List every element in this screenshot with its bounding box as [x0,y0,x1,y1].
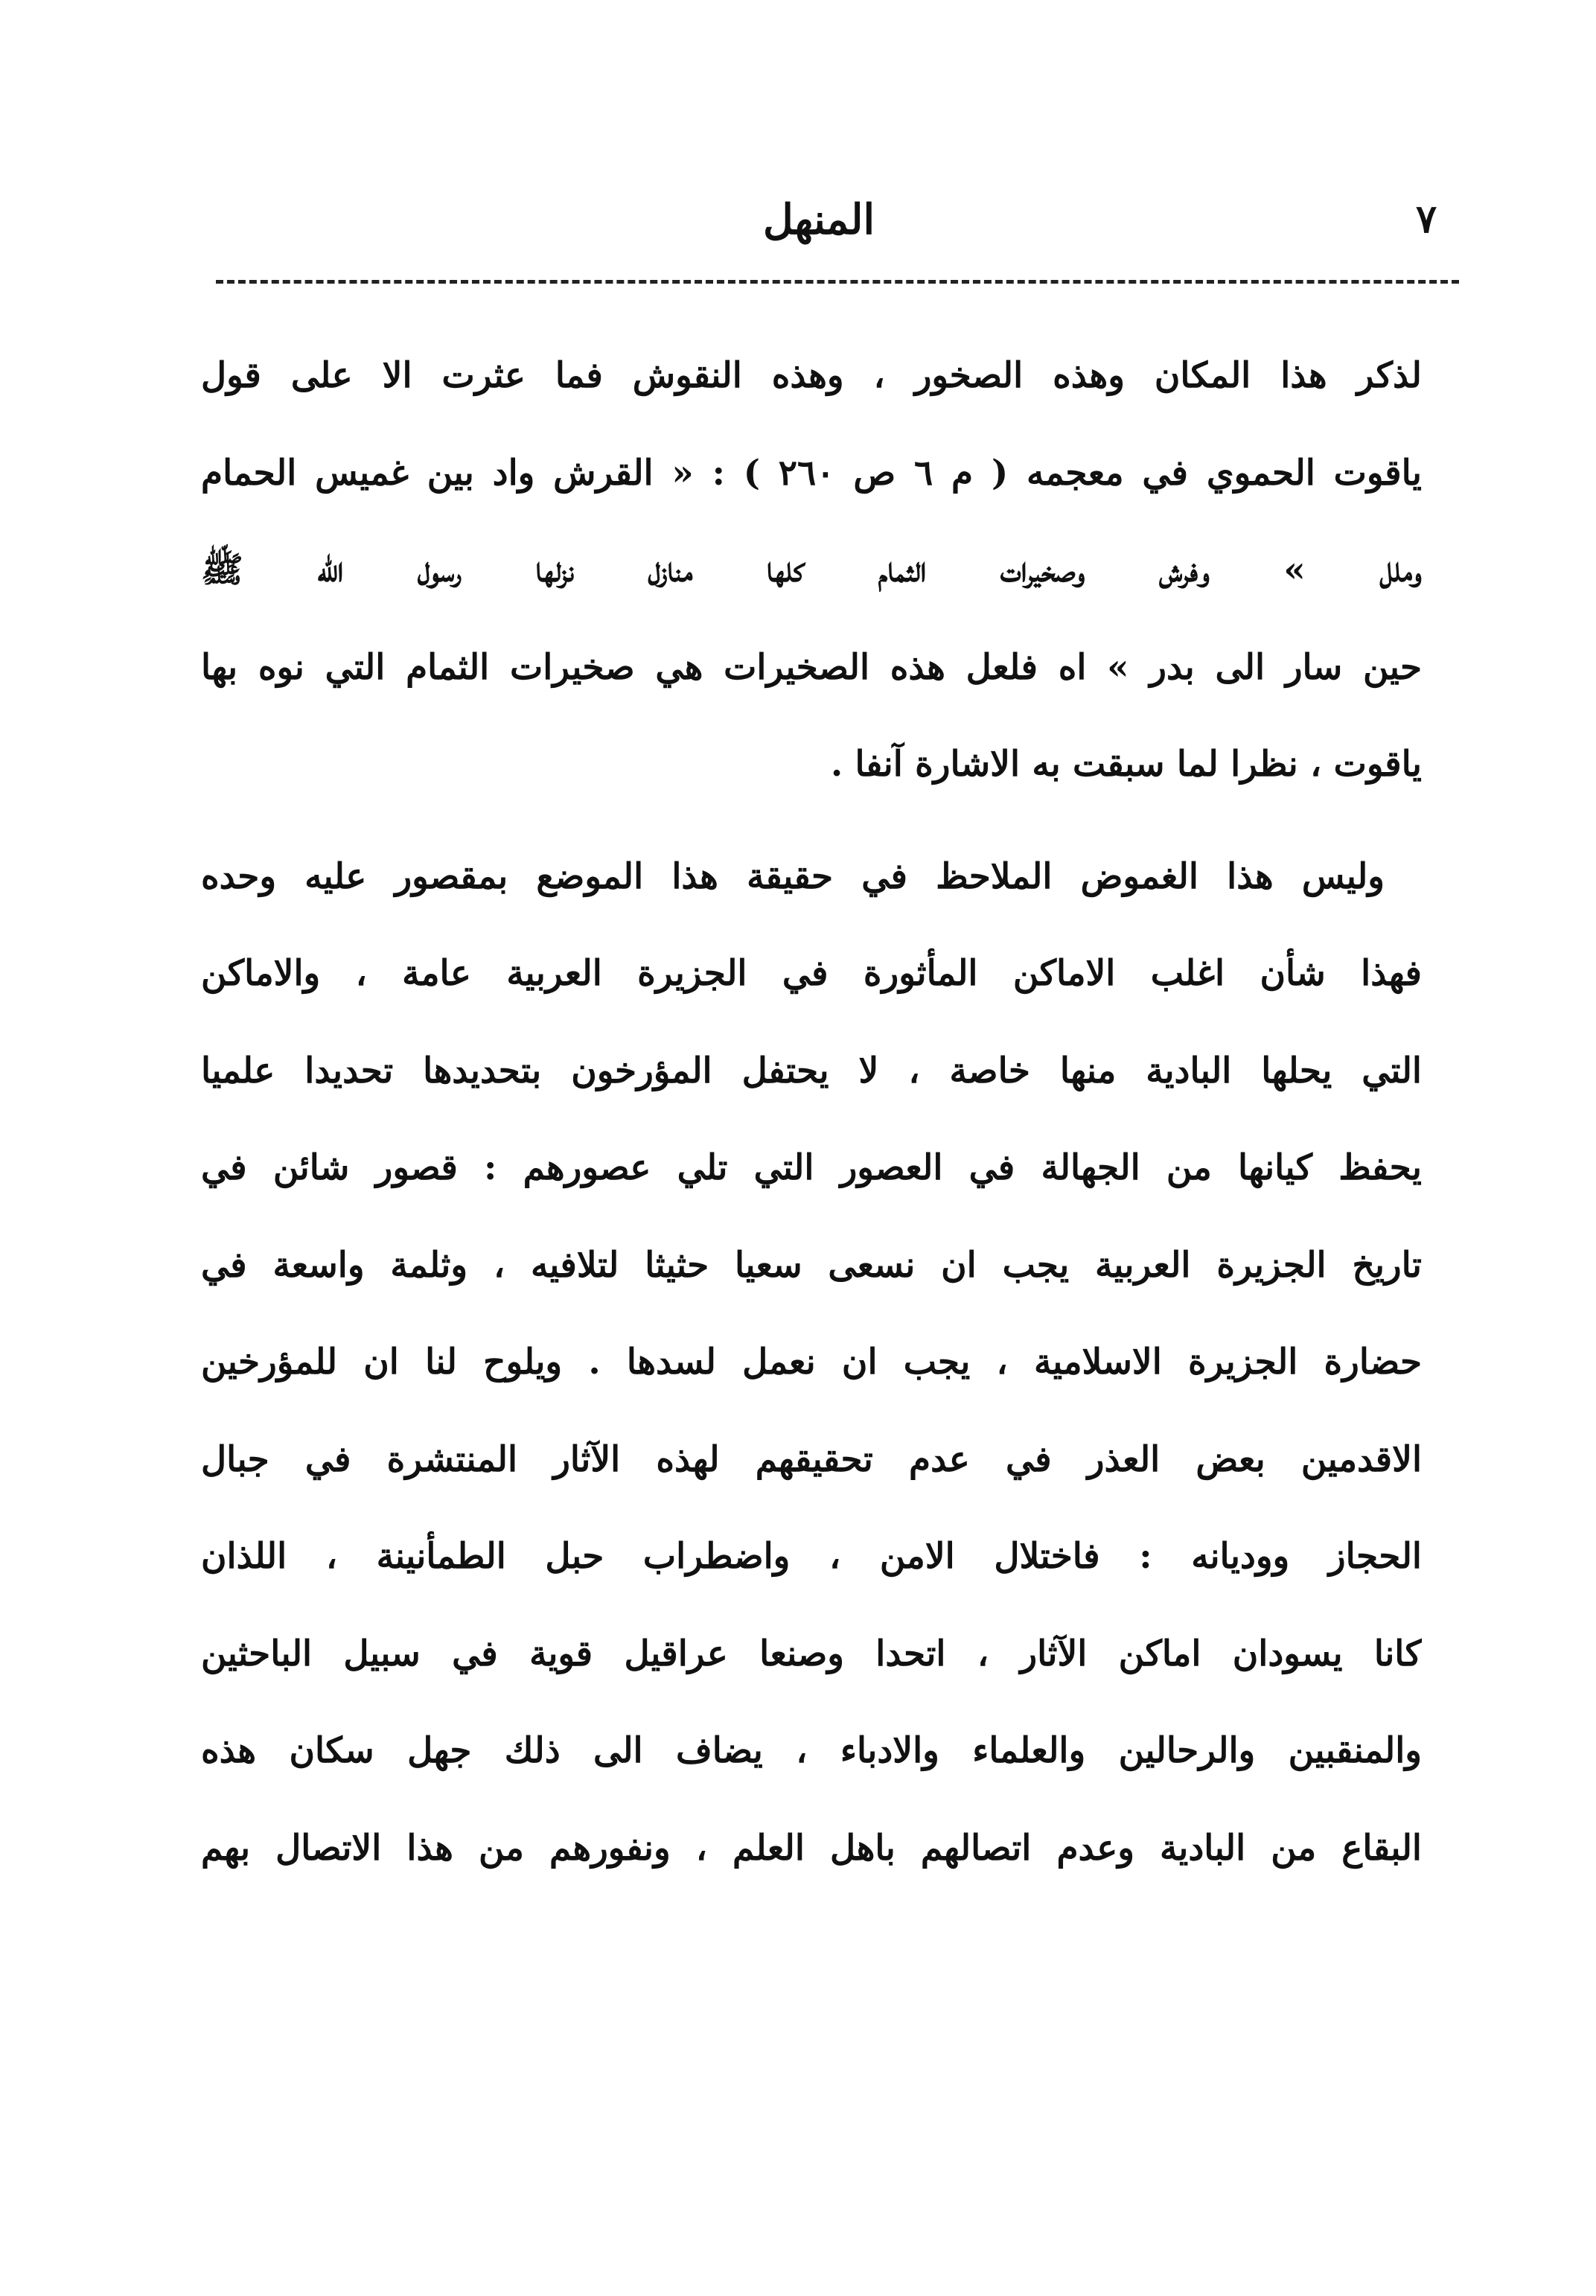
header-dashed-rule [216,280,1459,284]
text-line: البقاع من البادية وعدم اتصالهم باهل العلم ، ونفورهم من هذا الاتصال بهم [201,1827,1422,1869]
text-line: لذكر هذا المكان وهذه الصخور ، وهذه النقوش فما عثرت الا على قول [201,355,1422,396]
text-line: والمنقبين والرحالين والعلماء والادباء ، يضاف الى ذلك جهل سكان هذه [201,1730,1422,1771]
paragraph-1 [201,328,1422,814]
page-header [201,186,1437,253]
text-line: تاريخ الجزيرة العربية يجب ان نسعى سعيا حثيثا لتلافيه ، وثلمة واسعة في [201,1244,1422,1286]
text-line: ياقوت الحموي في معجمه ( م ٦ ص ٢٦٠ ) : « القرش واد بين غميس الحمام [201,452,1422,494]
text-line: وليس هذا الغموض الملاحظ في حقيقة هذا الموضع بمقصور عليه وحده [201,855,1385,897]
running-title: المنهل [762,195,875,244]
text-line: فهذا شأن اغلب الاماكن المأثورة في الجزيرة العربية عامة ، والاماكن [201,953,1422,994]
paragraph-2 [201,829,1422,1898]
text-line: حضارة الجزيرة الاسلامية ، يجب ان نعمل لسدها . ويلوح لنا ان للمؤرخين [201,1342,1422,1383]
text-line: الاقدمين بعض العذر في عدم تحقيقهم لهذه الآثار المنتشرة في جبال [201,1438,1422,1480]
page-number: ٧ [1416,197,1437,242]
text-line: الحجاز ووديانه : فاختلال الامن ، واضطراب حبل الطمأنينة ، اللذان [201,1536,1422,1577]
text-line: التي يحلها البادية منها خاصة ، لا يحتفل المؤرخون بتحديدها تحديدا علميا [201,1050,1422,1091]
text-line: ياقوت ، نظرا لما سبقت به الاشارة آنفا . [830,744,1422,785]
text-line: كانا يسودان اماكن الآثار ، اتحدا وصنعا عراقيل قوية في سبيل الباحثين [201,1633,1422,1674]
body-text [201,328,1422,1897]
text-line: حين سار الى بدر » اه فلعل هذه الصخيرات هي صخيرات الثمام التي نوه بها [201,646,1422,688]
text-line: وملل » وفرش وصخيرات الثمام كلها منازل نزلها رسول الله ﷺ [201,549,1422,590]
text-line: يحفظ كيانها من الجهالة في العصور التي تلي عصورهم : قصور شائن في [201,1147,1422,1188]
